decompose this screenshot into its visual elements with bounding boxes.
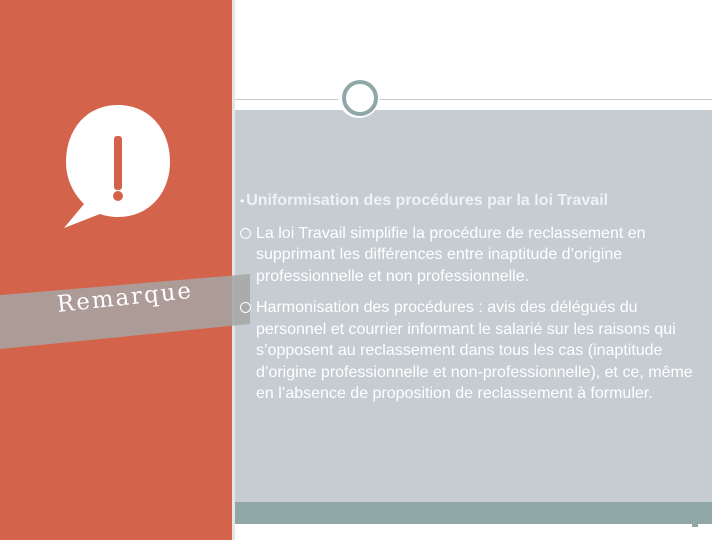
list-item <box>240 297 700 405</box>
top-area <box>235 0 720 110</box>
header-divider <box>235 99 712 100</box>
content-text <box>240 190 700 415</box>
list-item-text: La loi Travail simplifie la procédure de reclassement en supprimant les différences entre inaptitude d’origine professionnelle et non professionnelle. <box>256 224 646 285</box>
list-item <box>240 223 700 288</box>
remarque-label: Remarque <box>55 277 195 318</box>
corner-mark <box>692 524 698 527</box>
circle-ring-icon <box>342 80 378 116</box>
exclamation-speech-bubble-icon <box>58 100 178 235</box>
remarque-ribbon <box>0 270 250 352</box>
circle-bullet-icon <box>240 297 256 405</box>
bottom-strip <box>235 524 712 540</box>
list-item-text: Harmonisation des procédures : avis des délégués du personnel et courrier informant le salarié sur les raisons qui s’opposent au reclassement dans tous les cas (inaptitude d’origine professionnelle et non-professionnelle), et ce, même en l’absence de proposition de reclassement à formuler. <box>256 299 693 402</box>
bullet-dot-icon: • <box>240 194 245 208</box>
main-heading <box>240 190 700 213</box>
heading-text: Uniformisation des procédures par la loi Travail <box>246 192 609 209</box>
right-edge <box>712 110 720 540</box>
circle-bullet-icon <box>240 223 256 288</box>
bottom-band <box>235 502 712 524</box>
